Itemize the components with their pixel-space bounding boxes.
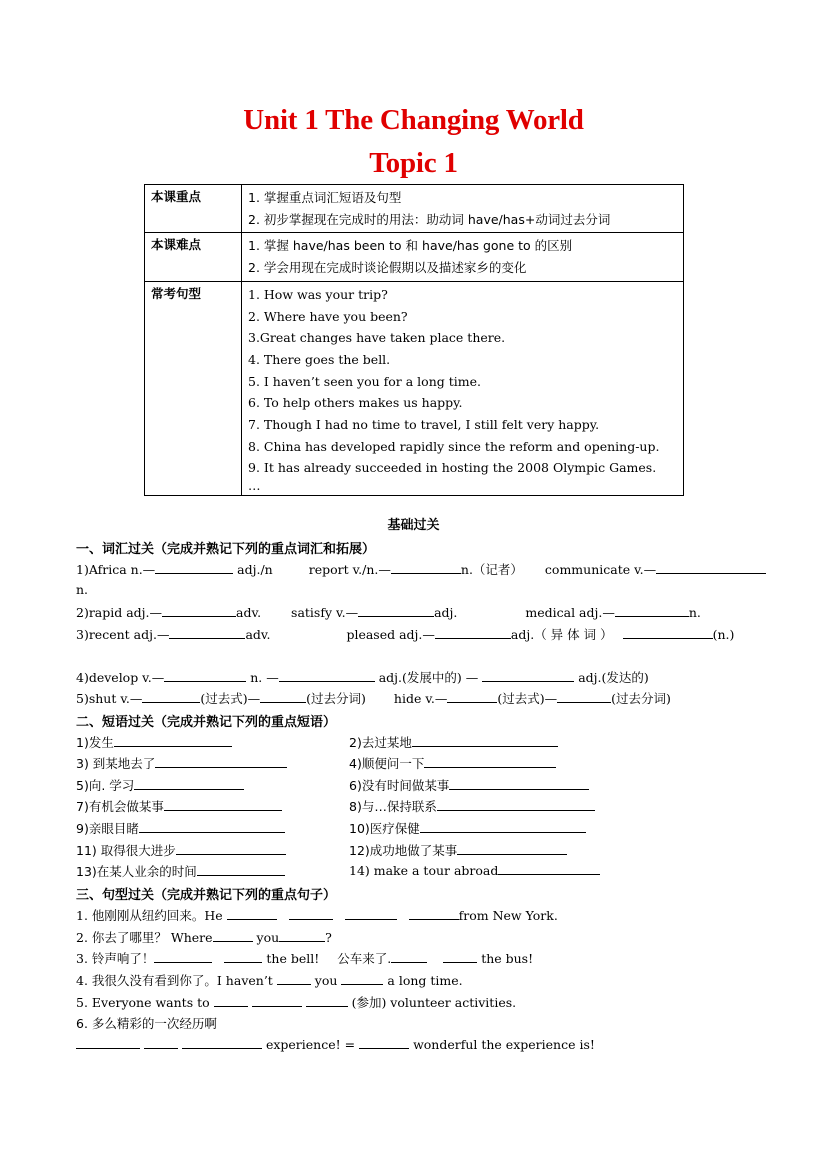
phrase-label: 12)成功地做了某事 — [349, 843, 458, 858]
phrase-label: 7)有机会做某事 — [76, 799, 164, 814]
vocab-text: n. — [688, 605, 701, 620]
answer-blank[interactable] — [197, 863, 285, 876]
answer-blank[interactable] — [176, 842, 286, 855]
vocab-text: (n.) — [712, 627, 735, 642]
sentence-6: 6. 多么精彩的一次经历啊 — [76, 1016, 217, 1031]
section-title: 基础过关 — [387, 518, 440, 533]
list-item: 5. I haven’t seen you for a long time. — [248, 373, 481, 389]
answer-blank[interactable] — [341, 972, 383, 985]
sentence-text: experience! = — [265, 1037, 356, 1052]
vocab-text: 5)shut v.— — [76, 691, 143, 706]
key-points-cell — [242, 185, 684, 233]
table-row — [145, 185, 684, 233]
answer-blank[interactable] — [142, 690, 200, 703]
list-item: 1. 掌握 have/has been to 和 have/has gone to 的区别 — [248, 238, 573, 254]
vocab-text: adj.(发展中的) — — [378, 670, 479, 685]
vocab-text: adj. — [434, 605, 458, 620]
answer-blank[interactable] — [155, 755, 287, 768]
key-points-label: 本课重点 — [145, 185, 242, 233]
vocab-text: 2)rapid adj.— — [76, 605, 163, 620]
page-title: Unit 1 The Changing World — [243, 104, 584, 136]
sentence-text: 4. 我很久没有看到你了。I haven’t — [76, 973, 273, 988]
answer-blank[interactable] — [134, 777, 244, 790]
phrase-label: 5)向. 学习 — [76, 778, 135, 793]
sentence-text: (参加) volunteer activities. — [351, 995, 517, 1010]
table-row — [145, 281, 684, 495]
sentence-text: 5. Everyone wants to — [76, 995, 210, 1010]
summary-table — [144, 184, 684, 496]
list-item: 8. China has developed rapidly since the reform and opening-up. — [248, 438, 660, 454]
answer-blank[interactable] — [482, 669, 574, 682]
list-item: … — [248, 478, 261, 494]
table-row — [145, 233, 684, 281]
vocab-heading: 一、词汇过关（完成并熟记下列的重点词汇和拓展） — [76, 542, 376, 557]
vocab-text: communicate v.— — [544, 562, 657, 577]
sentence-text: a long time. — [387, 973, 463, 988]
answer-blank[interactable] — [424, 755, 556, 768]
answer-blank[interactable] — [420, 820, 586, 833]
answer-blank[interactable] — [615, 604, 689, 617]
list-item: 2. 初步掌握现在完成时的用法：助动词 have/has+动词过去分词 — [248, 211, 611, 227]
list-item: 2. 学会用现在完成时谈论假期以及描述家乡的变化 — [248, 260, 527, 276]
answer-blank[interactable] — [114, 734, 232, 747]
vocab-row-3 — [76, 625, 734, 643]
vocab-text: (过去式)— — [497, 691, 558, 706]
sentence-text: the bus! — [481, 951, 534, 966]
vocab-text: (过去分词) — [306, 691, 366, 706]
answer-blank[interactable] — [213, 929, 253, 942]
phrase-item — [76, 776, 244, 794]
sentence-text: 3. 铃声响了！ — [76, 951, 155, 966]
sentences-label: 常考句型 — [145, 281, 242, 495]
answer-blank[interactable] — [155, 561, 233, 574]
phrase-label: 14) make a tour abroad — [349, 863, 499, 878]
phrase-label: 11) 取得很大进步 — [76, 843, 176, 858]
sentence-3 — [76, 949, 533, 967]
answer-blank[interactable] — [435, 626, 511, 639]
answer-blank[interactable] — [289, 907, 333, 920]
list-item: 7. Though I had no time to travel, I still felt very happy. — [248, 417, 600, 433]
sentences-cell — [242, 281, 684, 495]
phrases-heading: 二、短语过关（完成并熟记下列的重点短语） — [76, 715, 337, 730]
answer-blank[interactable] — [412, 734, 558, 747]
vocab-text: (过去分词) — [611, 691, 671, 706]
answer-blank[interactable] — [224, 950, 262, 963]
sentence-text: ? — [325, 930, 332, 945]
phrase-label: 10)医疗保健 — [349, 821, 420, 836]
list-item: 3.Great changes have taken place there. — [248, 330, 506, 346]
phrase-item — [76, 841, 286, 859]
answer-blank[interactable] — [437, 798, 595, 811]
answer-blank[interactable] — [447, 690, 497, 703]
answer-blank[interactable] — [279, 669, 375, 682]
answer-blank[interactable] — [391, 950, 427, 963]
phrase-item — [76, 862, 285, 880]
phrase-item — [76, 754, 287, 772]
vocab-text: adj.（ 异 体 词 ） — [510, 627, 613, 642]
list-item: 6. To help others makes us happy. — [248, 395, 463, 411]
vocab-text: hide v.— — [393, 691, 448, 706]
vocab-row-1 — [76, 560, 766, 578]
list-item: 4. There goes the bell. — [248, 351, 391, 367]
answer-blank[interactable] — [144, 1036, 178, 1049]
answer-blank[interactable] — [252, 994, 302, 1007]
answer-blank[interactable] — [457, 842, 567, 855]
sentence-text: you — [314, 973, 338, 988]
answer-blank[interactable] — [391, 561, 461, 574]
answer-blank[interactable] — [182, 1036, 262, 1049]
list-item: 2. Where have you been? — [248, 308, 408, 324]
list-item: 1. 掌握重点词汇短语及句型 — [248, 190, 402, 205]
phrase-item — [76, 819, 285, 837]
answer-blank[interactable] — [623, 626, 713, 639]
sentence-2 — [76, 928, 332, 946]
phrase-item — [349, 819, 586, 837]
difficult-cell — [242, 233, 684, 281]
vocab-text: (过去式)— — [200, 691, 261, 706]
vocab-text: 1)Africa n.— — [76, 562, 156, 577]
answer-blank[interactable] — [162, 604, 236, 617]
answer-blank[interactable] — [557, 690, 611, 703]
sentence-6-line — [76, 1036, 595, 1052]
vocab-text: adv. — [236, 605, 262, 620]
phrase-label: 1)发生 — [76, 735, 114, 750]
vocab-text: 4)develop v.— — [76, 670, 165, 685]
answer-blank[interactable] — [443, 950, 477, 963]
sentence-text: the bell! — [266, 951, 320, 966]
answer-blank[interactable] — [260, 690, 306, 703]
phrase-label: 6)没有时间做某事 — [349, 778, 450, 793]
vocab-text: n.（记者） — [460, 562, 523, 577]
answer-blank[interactable] — [306, 994, 348, 1007]
sentences-heading: 三、句型过关（完成并熟记下列的重点句子） — [76, 888, 337, 903]
vocab-text: 3)recent adj.— — [76, 627, 170, 642]
phrase-item — [76, 733, 232, 751]
vocab-row-5 — [76, 689, 671, 707]
list-item: 1. How was your trip? — [248, 286, 388, 302]
vocab-row-2 — [76, 604, 701, 620]
list-item: 9. It has already succeeded in hosting the 2008 Olympic Games. — [248, 460, 657, 476]
phrase-item — [76, 797, 282, 815]
phrase-label: 3) 到某地去了 — [76, 756, 156, 771]
answer-blank[interactable] — [139, 820, 285, 833]
sentence-text: 2. 你去了哪里？ Where — [76, 930, 213, 945]
sentence-4 — [76, 971, 463, 989]
answer-blank[interactable] — [498, 862, 600, 875]
vocab-text: adj./n — [237, 562, 273, 577]
difficult-label: 本课难点 — [145, 233, 242, 281]
phrase-label: 9)亲眼目睹 — [76, 821, 139, 836]
answer-blank[interactable] — [409, 907, 459, 920]
sentence-5 — [76, 993, 516, 1011]
sentence-text: 公车来了. — [337, 951, 392, 966]
vocab-text: adv. — [245, 627, 271, 642]
answer-blank[interactable] — [164, 669, 246, 682]
answer-blank[interactable] — [214, 994, 248, 1007]
phrase-item — [349, 733, 558, 751]
answer-blank[interactable] — [358, 604, 434, 617]
sentence-text: from New York. — [458, 908, 558, 923]
vocab-text: pleased adj.— — [346, 627, 435, 642]
phrase-item — [349, 862, 600, 878]
answer-blank[interactable] — [169, 626, 245, 639]
answer-blank[interactable] — [656, 561, 766, 574]
answer-blank[interactable] — [279, 929, 325, 942]
sentence-1 — [76, 906, 558, 924]
phrase-label: 13)在某人业余的时间 — [76, 864, 197, 879]
page-subtitle: Topic 1 — [369, 147, 458, 179]
answer-blank[interactable] — [227, 907, 277, 920]
phrase-item — [349, 841, 567, 859]
phrase-item — [349, 776, 589, 794]
vocab-text: medical adj.— — [525, 605, 615, 620]
answer-blank[interactable] — [76, 1036, 140, 1049]
answer-blank[interactable] — [154, 950, 212, 963]
phrase-item — [349, 797, 595, 815]
answer-blank[interactable] — [345, 907, 397, 920]
vocab-text: n. — — [250, 670, 279, 685]
answer-blank[interactable] — [359, 1036, 409, 1049]
answer-blank[interactable] — [449, 777, 589, 790]
answer-blank[interactable] — [164, 798, 282, 811]
sentence-text: 1. 他刚刚从纽约回来。He — [76, 908, 223, 923]
sentence-text: you — [256, 930, 280, 945]
phrase-label: 8)与…保持联系 — [349, 799, 437, 814]
phrase-label: 2)去过某地 — [349, 735, 412, 750]
vocab-row-1-cont: n. — [76, 582, 89, 597]
sentence-text: wonderful the experience is! — [413, 1037, 595, 1052]
vocab-text: satisfy v.— — [291, 605, 359, 620]
vocab-row-4 — [76, 668, 649, 686]
vocab-text: report v./n.— — [308, 562, 391, 577]
vocab-text: adj.(发达的) — [578, 670, 649, 685]
answer-blank[interactable] — [277, 972, 311, 985]
phrase-label: 4)顺便问一下 — [349, 756, 425, 771]
phrase-item — [349, 754, 556, 772]
